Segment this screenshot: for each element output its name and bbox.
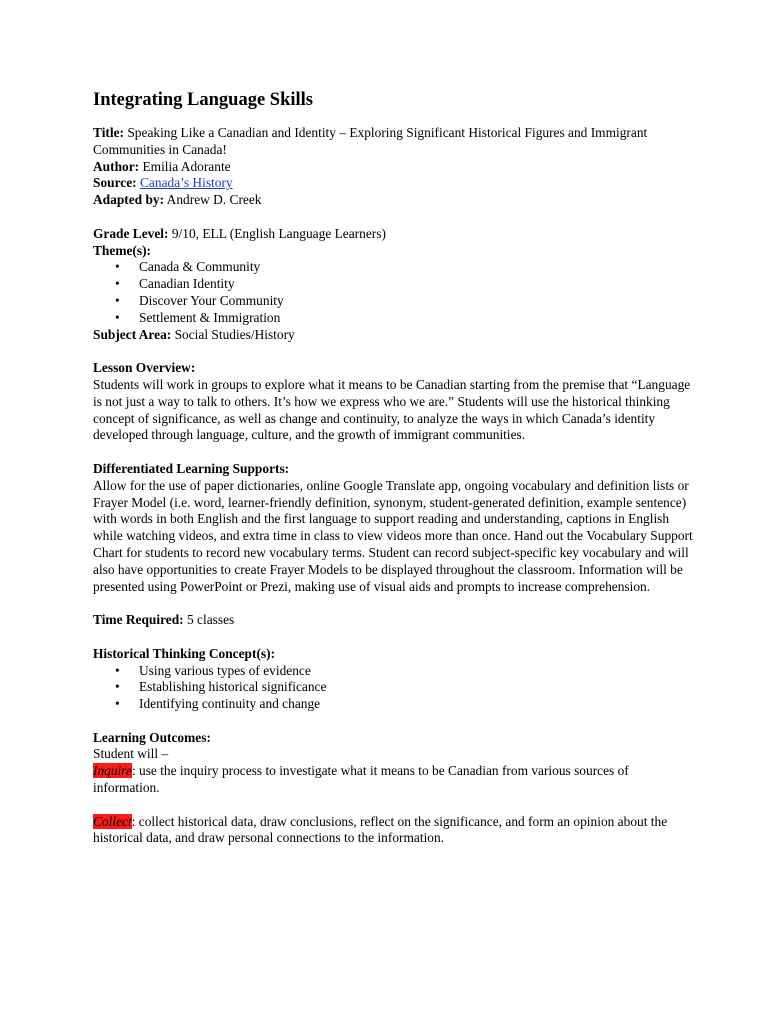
bullet-icon: • bbox=[115, 292, 120, 308]
concepts-list bbox=[93, 663, 693, 713]
bullet-icon: • bbox=[115, 276, 120, 292]
spacer bbox=[93, 713, 693, 730]
author-line bbox=[93, 159, 693, 176]
overview-text: Students will work in groups to explore what it means to be Canadian starting from the premise that “Language is not just a way to talk to others. It’s how we express who we are.” Students will use the historical thinking concept of significance, as well as change and continuity, to analyze the ways in which Canada’s identity developed through language, culture, and the growth of immigrant communities. bbox=[93, 376, 691, 443]
spacer bbox=[93, 797, 693, 814]
concept-text: Using various types of evidence bbox=[139, 662, 311, 678]
inquire-outcome bbox=[93, 763, 693, 797]
spacer bbox=[93, 444, 693, 461]
collect-text: : collect historical data, draw conclusions, reflect on the significance, and form an opinion about the historical data, and draw personal connections to the information. bbox=[93, 813, 668, 846]
themes-line bbox=[93, 243, 693, 260]
time-line bbox=[93, 612, 693, 629]
source-label: Source: bbox=[93, 175, 137, 191]
time-label: Time Required: bbox=[93, 612, 184, 628]
title-label: Title: bbox=[93, 125, 124, 140]
bullet-icon: • bbox=[115, 662, 120, 678]
supports-label: Differentiated Learning Supports: bbox=[93, 460, 290, 476]
grade-value: 9/10, ELL (English Language Learners) bbox=[171, 225, 386, 241]
subject-value: Social Studies/History bbox=[174, 326, 295, 342]
list-item bbox=[93, 310, 693, 327]
subject-label: Subject Area: bbox=[93, 326, 172, 342]
adapted-line bbox=[93, 192, 693, 209]
inquire-text: : use the inquiry process to investigate what it means to be Canadian from various sources of information. bbox=[93, 763, 629, 796]
adapted-value: Andrew D. Creek bbox=[166, 192, 262, 208]
title-value: Speaking Like a Canadian and Identity – Exploring Significant Historical Figures and Immigrant Communities in Canada! bbox=[93, 125, 648, 157]
themes-label: Theme(s): bbox=[93, 242, 152, 258]
theme-text: Canada & Community bbox=[139, 259, 261, 275]
spacer bbox=[93, 595, 693, 612]
spacer bbox=[93, 343, 693, 360]
list-item bbox=[93, 696, 693, 713]
theme-text: Discover Your Community bbox=[139, 292, 284, 308]
author-label: Author: bbox=[93, 158, 140, 174]
subject-line bbox=[93, 327, 693, 344]
collect-highlight: Collect bbox=[93, 813, 132, 829]
document-heading: Integrating Language Skills bbox=[93, 90, 313, 110]
document-page bbox=[93, 88, 693, 847]
source-link[interactable]: Canada’s History bbox=[140, 175, 233, 191]
bullet-icon: • bbox=[115, 696, 120, 712]
author-value: Emilia Adorante bbox=[142, 158, 231, 174]
spacer bbox=[93, 629, 693, 646]
list-item bbox=[93, 259, 693, 276]
theme-text: Settlement & Immigration bbox=[139, 309, 281, 325]
theme-text: Canadian Identity bbox=[139, 276, 235, 292]
time-value: 5 classes bbox=[187, 612, 235, 628]
grade-label: Grade Level: bbox=[93, 225, 169, 241]
collect-outcome bbox=[93, 814, 693, 848]
adapted-label: Adapted by: bbox=[93, 192, 165, 208]
spacer bbox=[93, 209, 693, 226]
list-item bbox=[93, 293, 693, 310]
list-item bbox=[93, 679, 693, 696]
list-item bbox=[93, 663, 693, 680]
outcomes-intro: Student will – bbox=[93, 746, 169, 762]
grade-line bbox=[93, 226, 693, 243]
source-line bbox=[93, 175, 693, 192]
inquire-highlight: Inquire bbox=[93, 763, 132, 779]
bullet-icon: • bbox=[115, 259, 120, 275]
bullet-icon: • bbox=[115, 309, 120, 325]
themes-list bbox=[93, 259, 693, 326]
supports-text: Allow for the use of paper dictionaries, online Google Translate app, ongoing vocabulary and definition lists or Frayer Model (i.e. word, learner-friendly definition, synonym, student-generated definition, example sentence) with words in both English and the first language to support reading and understanding, captions in English while watching videos, and extra time in class to view videos more than once. Hand out the Vocabulary Support Chart for students to record new vocabulary terms. Student can record subject-specific key vocabulary and will also have opportunities to create Frayer Models to be displayed throughout the classroom. Information will be presented using PowerPoint or Prezi, making use of visual aids and prompts to increase comprehension. bbox=[93, 477, 693, 594]
title-line bbox=[93, 125, 693, 159]
bullet-icon: • bbox=[115, 679, 120, 695]
concept-text: Identifying continuity and change bbox=[139, 696, 321, 712]
overview-label: Lesson Overview: bbox=[93, 360, 196, 376]
concepts-label: Historical Thinking Concept(s): bbox=[93, 645, 276, 661]
outcomes-label: Learning Outcomes: bbox=[93, 729, 211, 745]
list-item bbox=[93, 276, 693, 293]
concept-text: Establishing historical significance bbox=[139, 679, 327, 695]
